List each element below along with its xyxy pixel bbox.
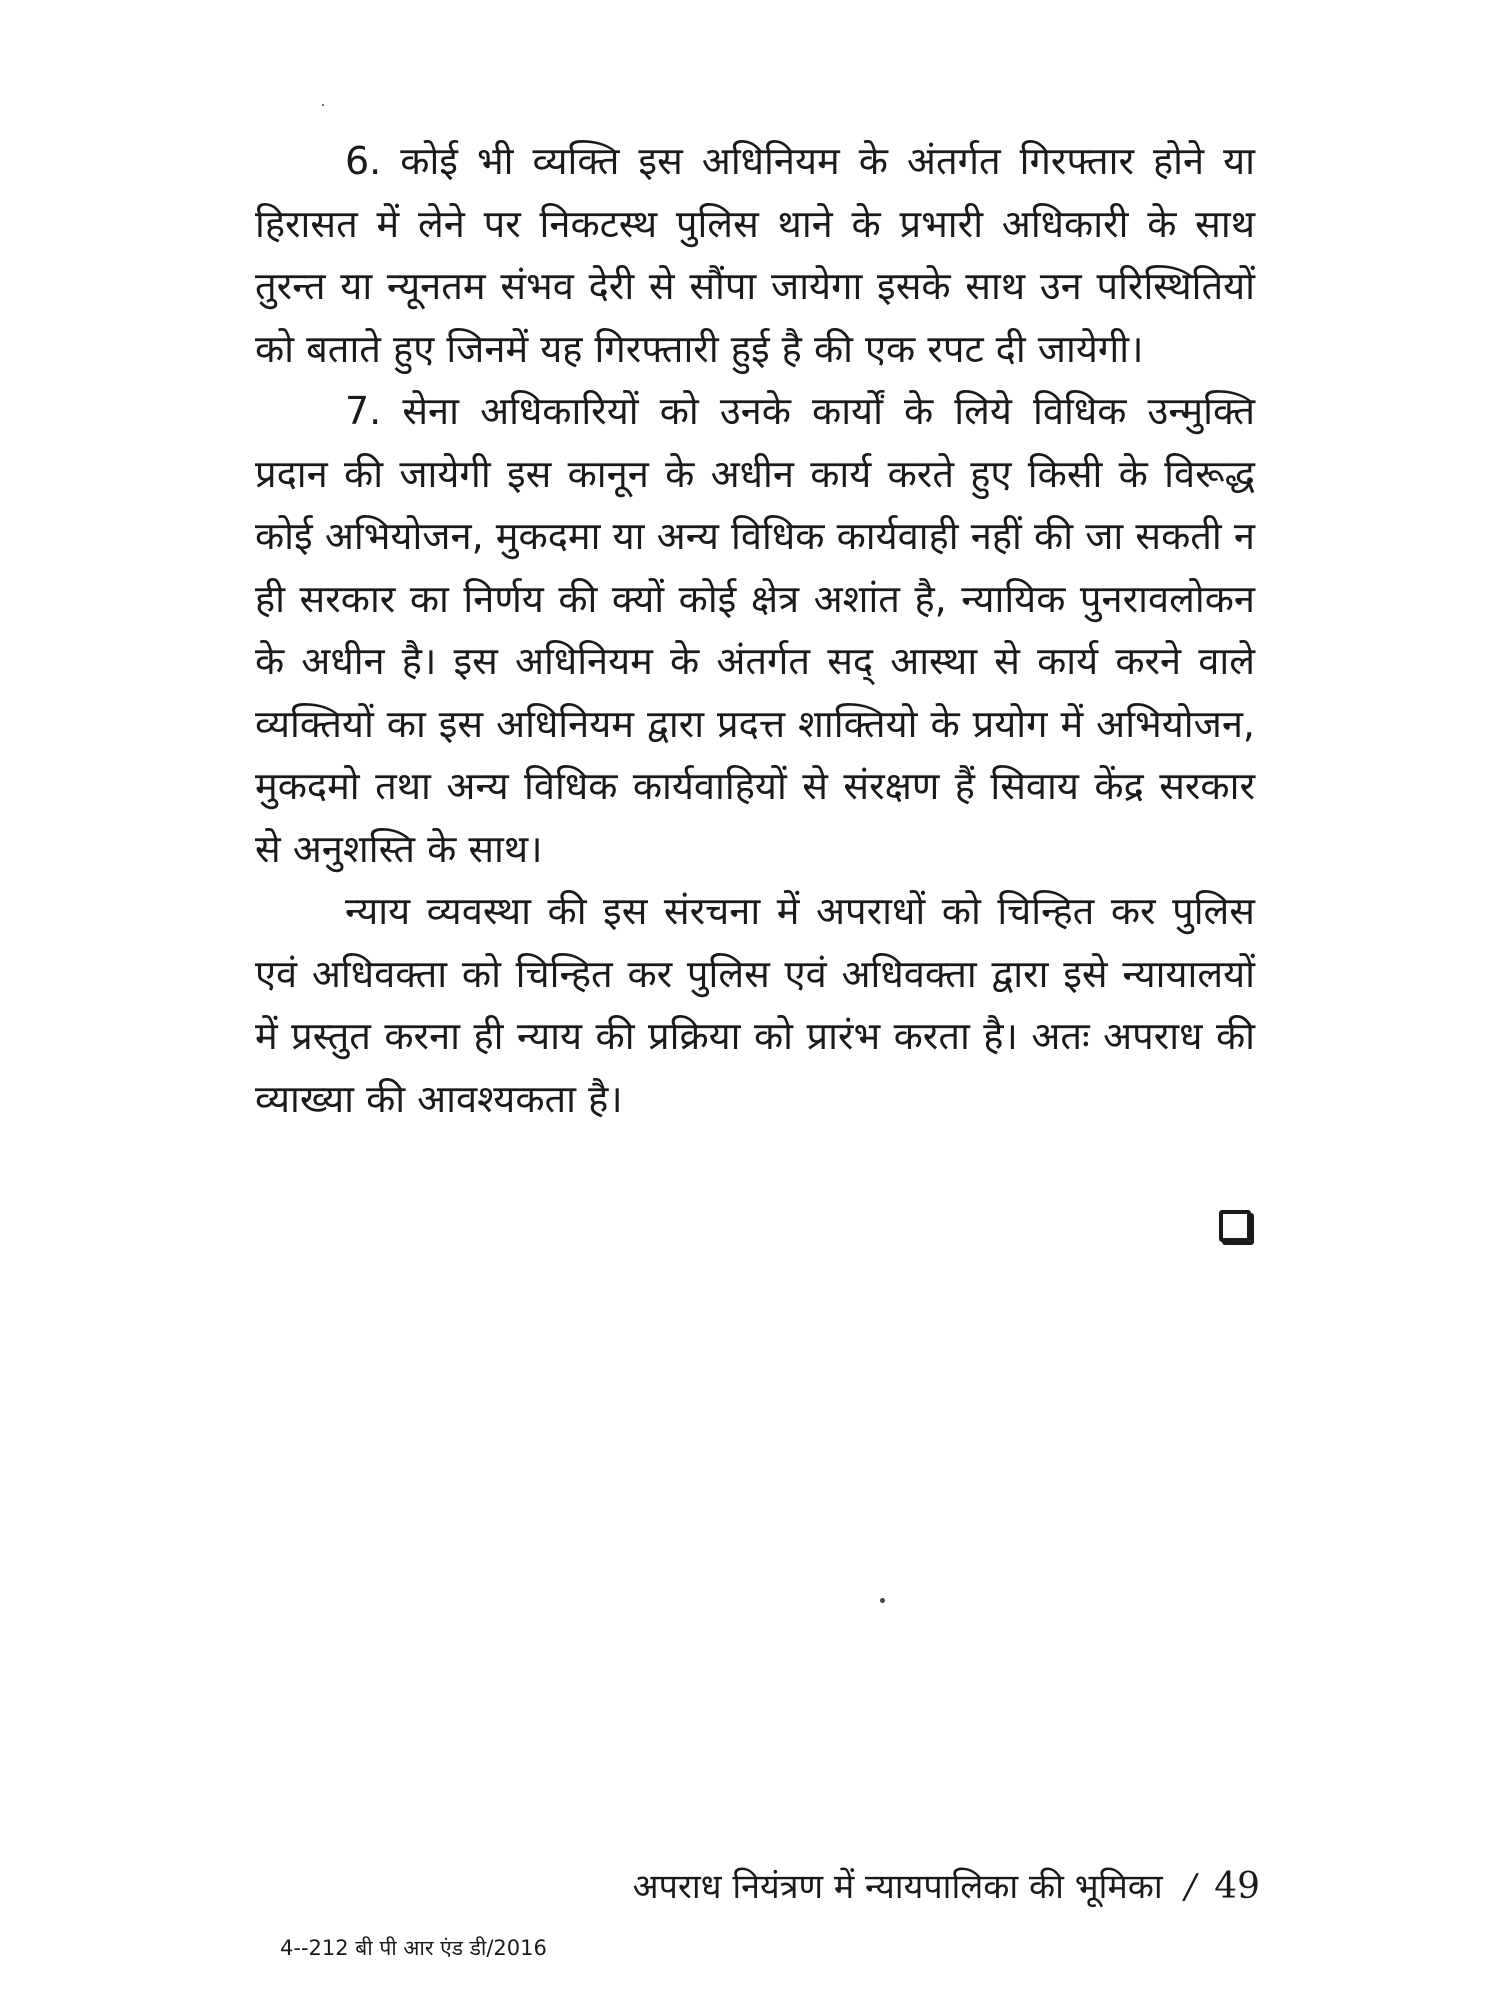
running-footer — [633, 1862, 1260, 1908]
paragraph-6: 6. कोई भी व्यक्ति इस अधिनियम के अंतर्गत गिरफ्तार होने या हिरासत में लेने पर निकटस्थ पुलिस थाने के प्रभारी अधिकारी के साथ तुरन्त या न्यूनतम संभव देरी से सौंपा जायेगा इसके साथ उन परिस्थितियों को बताते हुए जिनमें यह गिरफ्तारी हुई है की एक रपट दी जायेगी। — [255, 139, 1255, 371]
book-title: अपराध नियंत्रण में न्यायपालिका की भूमिका — [632, 1867, 1163, 1907]
scan-speck — [880, 1598, 885, 1603]
body-text — [255, 130, 1255, 1130]
paragraph-conclusion: न्याय व्यवस्था की इस संरचना में अपराधों को चिन्हित कर पुलिस एवं अधिवक्ता को चिन्हित कर पुलिस एवं अधिवक्ता द्वारा इसे न्यायालयों में प्रस्तुत करना ही न्याय की प्रक्रिया को प्रारंभ करता है। अतः अपराध की व्याख्या की आवश्यकता है। — [255, 889, 1255, 1121]
scan-speck — [322, 104, 324, 106]
footer-separator: / — [1184, 1867, 1197, 1907]
end-of-section-box-icon — [1219, 1210, 1251, 1242]
print-imprint: 4--212 बी पी आर एंड डी/2016 — [280, 1936, 547, 1960]
paragraph-7: 7. सेना अधिकारियों को उनके कार्यों के लिये विधिक उन्मुक्ति प्रदान की जायेगी इस कानून के अधीन कार्य करते हुए किसी के विरूद्ध कोई अभियोजन, मुकदमा या अन्य विधिक कार्यवाही नहीं की जा सकती न ही सरकार का निर्णय की क्यों कोई क्षेत्र अशांत है, न्यायिक पुनरावलोकन के अधीन है। इस अधिनियम के अंतर्गत सद् आस्था से कार्य करने वाले व्यक्तियों का इस अधिनियम द्वारा प्रदत्त शाक्तियो के प्रयोग में अभियोजन, मुकदमो तथा अन्य विधिक कार्यवाहियों से संरक्षण हैं सिवाय केंद्र सरकार से अनुशस्ति के साथ। — [255, 389, 1255, 871]
page-number: 49 — [1214, 1866, 1260, 1907]
